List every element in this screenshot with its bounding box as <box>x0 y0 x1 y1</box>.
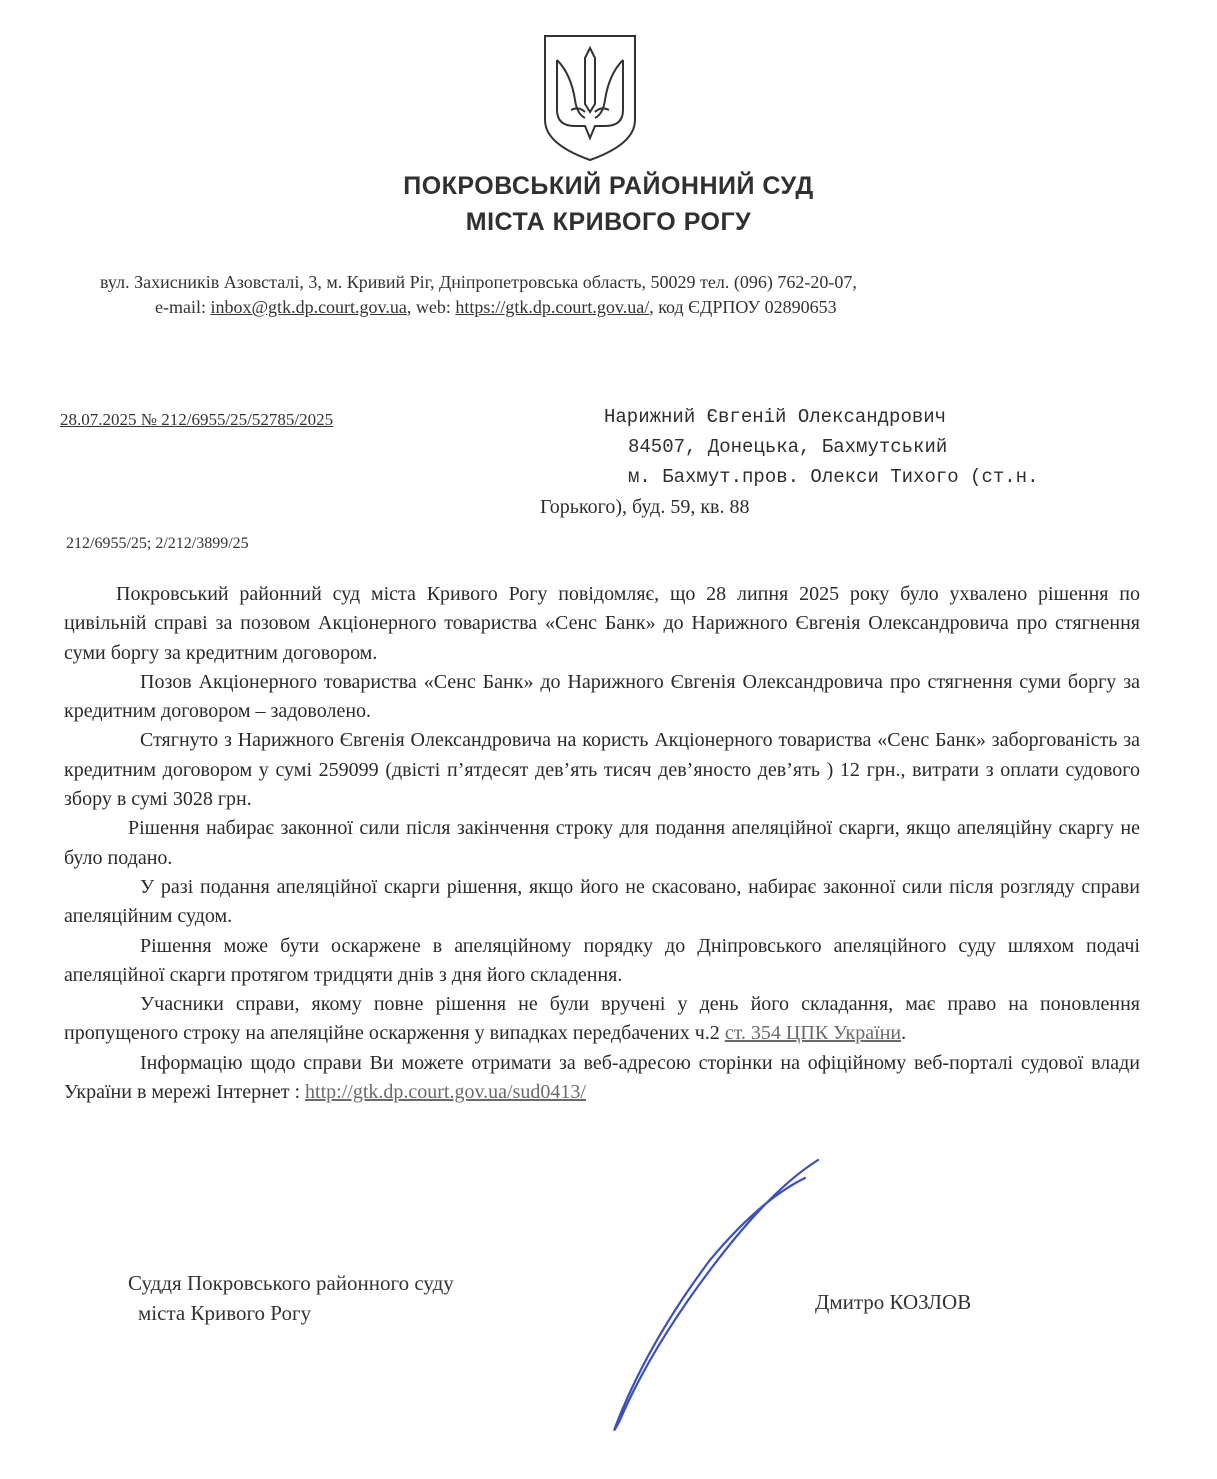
paragraph-info <box>64 1049 1140 1108</box>
info-text: Інформацію щодо справи Ви можете отримати за веб-адресою сторінки на офіційному веб-порталі судової влади України в мережі Інтернет : <box>64 1051 1140 1104</box>
outgoing-date-number: 28.07.2025 № 212/6955/25/52785/2025 <box>60 410 334 429</box>
judge-title <box>128 1268 454 1328</box>
court-title <box>0 168 1217 240</box>
web-link[interactable]: https://gtk.dp.court.gov.ua/ <box>455 297 650 317</box>
court-portal-link[interactable]: http://gtk.dp.court.gov.ua/sud0413/ <box>305 1081 586 1104</box>
court-name-line2: МІСТА КРИВОГО РОГУ <box>465 208 752 236</box>
court-contact-line <box>100 295 1120 320</box>
recipient-line3: м. Бахмут.пров. Олекси Тихого (ст.н. <box>628 466 1039 488</box>
letter-body <box>64 580 1140 1107</box>
judge-title-line2: міста Кривого Рогу <box>138 1301 312 1325</box>
email-link[interactable]: inbox@gtk.dp.court.gov.ua <box>210 297 407 317</box>
court-address: вул. Захисників Азовсталі, 3, м. Кривий Ріг, Дніпропетровська область, 50029 тел. (096) 762-20-07, <box>100 272 857 292</box>
paragraph-decision: Покровський районний суд міста Кривого Рогу повідомляє, що 28 липня 2025 року було ухвалено рішення по цивільній справі за позовом Акціонерного товариства «Сенс Банк» до Нарижного Євгенія Олександровича про стягнення суми боргу за кредитним договором. <box>64 583 1140 664</box>
edrpou-code: , код ЄДРПОУ 02890653 <box>649 297 837 317</box>
paragraph-renewal <box>64 990 1140 1049</box>
recipient-address <box>540 402 1100 522</box>
court-contacts <box>100 270 1120 320</box>
law-article-link[interactable]: ст. 354 ЦПК України <box>724 1022 902 1045</box>
handwritten-signature <box>590 1150 840 1440</box>
paragraph-legal-force: Рішення набирає законної сили після закінчення строку для подання апеляційної скарги, якщо апеляційну скаргу не було подано. <box>64 817 1140 869</box>
paragraph-recovered: Стягнуто з Нарижного Євгенія Олександровича на користь Акціонерного товариства «Сенс Банк» заборгованість за кредитним договором у сумі 259099 (двісті п’ятдесят дев’ять тисяч дев’яносто дев’ять ) 12 грн., витрати з оплати судового збору в сумі 3028 грн. <box>64 729 1140 811</box>
court-name-line1: ПОКРОВСЬКИЙ РАЙОННИЙ СУД <box>403 172 814 200</box>
judge-title-line1: Суддя Покровського районного суду <box>128 1271 454 1295</box>
email-label: e-mail: <box>155 297 211 317</box>
recipient-name: Нарижний Євгеній Олександрович <box>604 406 947 428</box>
paragraph-appeal-case: У разі подання апеляційної скарги рішення, якщо його не скасовано, набирає законної сили після розгляду справи апеляційним судом. <box>64 875 1140 928</box>
paragraph-appeal-procedure: Рішення може бути оскаржене в апеляційному порядку до Дніпровського апеляційного суду шляхом подачі апеляційної скарги протягом тридцяти днів з дня його складення. <box>64 934 1140 986</box>
recipient-line2: 84507, Донецька, Бахмутський <box>628 436 948 458</box>
renewal-text: Учасники справи, якому повне рішення не були вручені у день його складання, має право на поновлення пропущеного строку на апеляційне оскарження у випадках передбачених ч.2 <box>64 993 1140 1045</box>
renewal-end: . <box>901 1022 907 1045</box>
case-numbers: 212/6955/25; 2/212/3899/25 <box>66 535 249 552</box>
trident-emblem-icon <box>541 34 639 162</box>
web-label: , web: <box>406 297 456 317</box>
recipient-line4: Горького), буд. 59, кв. 88 <box>540 496 750 518</box>
judge-name: Дмитро КОЗЛОВ <box>815 1290 972 1314</box>
paragraph-claim-satisfied: Позов Акціонерного товариства «Сенс Банк» до Нарижного Євгенія Олександровича про стягнення суми боргу за кредитним договором – задоволено. <box>64 670 1140 723</box>
